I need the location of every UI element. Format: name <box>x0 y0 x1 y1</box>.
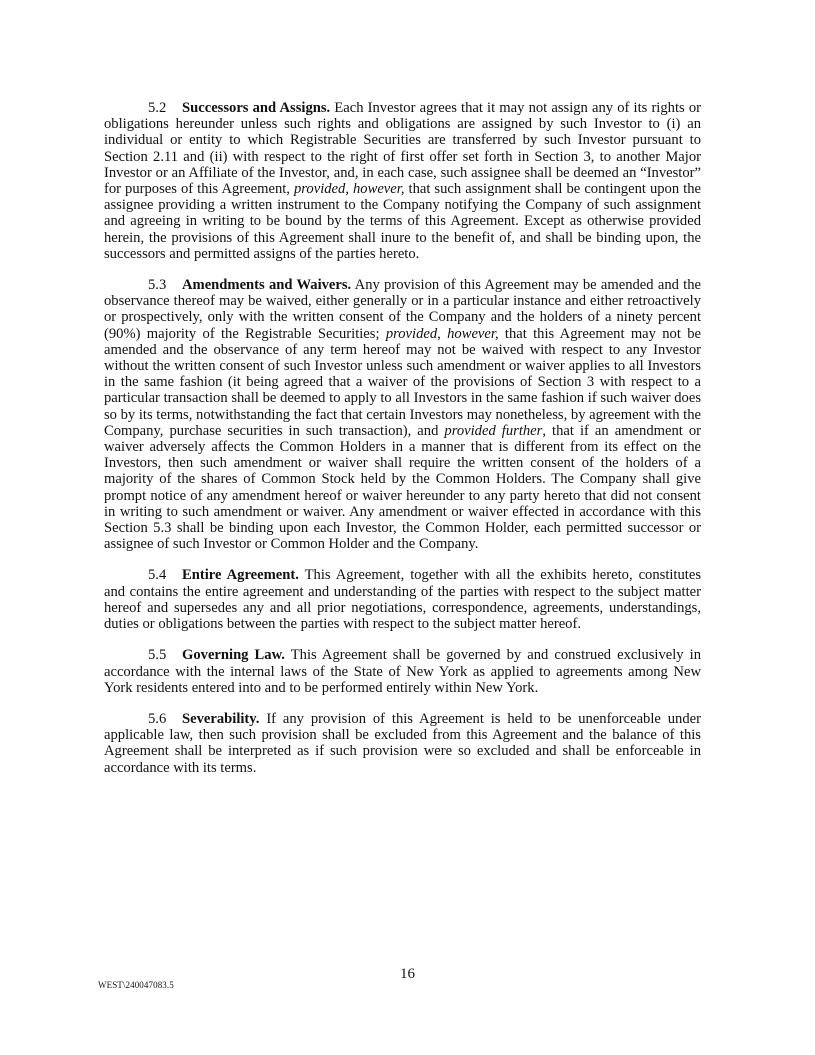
section-5-4 <box>104 567 701 632</box>
section-text-italic: provided further <box>444 422 543 439</box>
document-body <box>104 100 701 791</box>
section-5-2 <box>104 100 701 262</box>
section-5-6 <box>104 711 701 776</box>
section-number: 5.6 <box>148 710 167 727</box>
page-number: 16 <box>400 966 415 982</box>
section-5-3 <box>104 277 701 552</box>
section-heading: Severability. <box>182 710 260 727</box>
section-text: Each Investor agrees that it may not assign any of its rights or obligations hereunder unless such rights and obligations are assigned by such Investor to (i) an individual or entity to which Registrable Securities are transferred by such Investor pursuant to Section 2.11 and (ii) with respect to the right of first offer set forth in Section 3, to another Major Investor or an Affiliate of the Investor, and, in each case, such assignee shall be deemed an “Investor” for purposes of this Agreement, <box>104 100 701 198</box>
section-text: that this Agreement may not be amended and the observance of any term hereof may not be waived with respect to any Investor without the written consent of such Investor unless such amendment or waiver applies to all Investors in the same fashion (it being agreed that a waiver of the provisions of Section 3 with respect to a particular transaction shall be deemed to apply to all Investors in the same fashion if such waiver does so by its terms, notwithstanding the fact that certain Investors may nonetheless, by agreement with the Company, purchase securities in such transaction), and <box>104 325 701 439</box>
section-text: , that if an amendment or waiver adversely affects the Common Holders in a manner that is different from its effect on the Investors, then such amendment or waiver shall require the written consent of the holders of a majority of the shares of Common Stock held by the Common Holders. The Company shall give prompt notice of any amendment hereof or waiver hereunder to any party hereto that did not consent in writing to such amendment or waiver. Any amendment or waiver effected in accordance with this Section 5.3 shall be binding upon each Investor, the Common Holder, each permitted successor or assignee of such Investor or Common Holder and the Company. <box>104 422 702 553</box>
section-text: If any provision of this Agreement is held to be unenforceable under applicable law, then such provision shall be excluded from this Agreement and the balance of this Agreement shall be interpreted as if such provision were so excluded and shall be enforceable in accordance with its terms. <box>104 710 701 776</box>
document-id: WEST\240047083.5 <box>98 980 174 990</box>
section-heading: Entire Agreement. <box>182 567 299 584</box>
section-heading: Successors and Assigns. <box>182 100 331 116</box>
section-number: 5.2 <box>148 100 167 116</box>
section-text: This Agreement shall be governed by and construed exclusively in accordance with the internal laws of the State of New York as applied to agreements among New York residents entered into and to be performed entirely within New York. <box>104 647 702 696</box>
section-text: that such assignment shall be contingent upon the assignee providing a written instrument to the Company notifying the Company of such assignment and agreeing in writing to be bound by the terms of this Agreement. Except as otherwise provided herein, the provisions of this Agreement shall inure to the benefit of, and shall be binding upon, the successors and permitted assigns of the parties hereto. <box>104 181 701 262</box>
section-number: 5.4 <box>148 567 167 584</box>
section-heading: Governing Law. <box>182 647 285 664</box>
section-heading: Amendments and Waivers. <box>182 277 352 294</box>
section-text-italic: provided, however, <box>385 325 499 342</box>
section-5-5 <box>104 647 701 696</box>
section-text: Any provision of this Agreement may be amended and the observance thereof may be waived, either generally or in a particular instance and either retroactively or prospectively, only with the written consent of the Company and the holders of a ninety percent (90%) majority of the Registrable Securities; <box>104 277 701 342</box>
section-number: 5.5 <box>148 647 167 664</box>
section-text-italic: provided, however, <box>293 181 405 198</box>
section-text: This Agreement, together with all the exhibits hereto, constitutes and contains the entire agreement and understanding of the parties with respect to the subject matter hereof and supersedes any and all prior negotiations, correspondence, agreements, understandings, duties or obligations between the parties with respect to the subject matter hereof. <box>104 567 701 633</box>
section-number: 5.3 <box>148 277 167 294</box>
